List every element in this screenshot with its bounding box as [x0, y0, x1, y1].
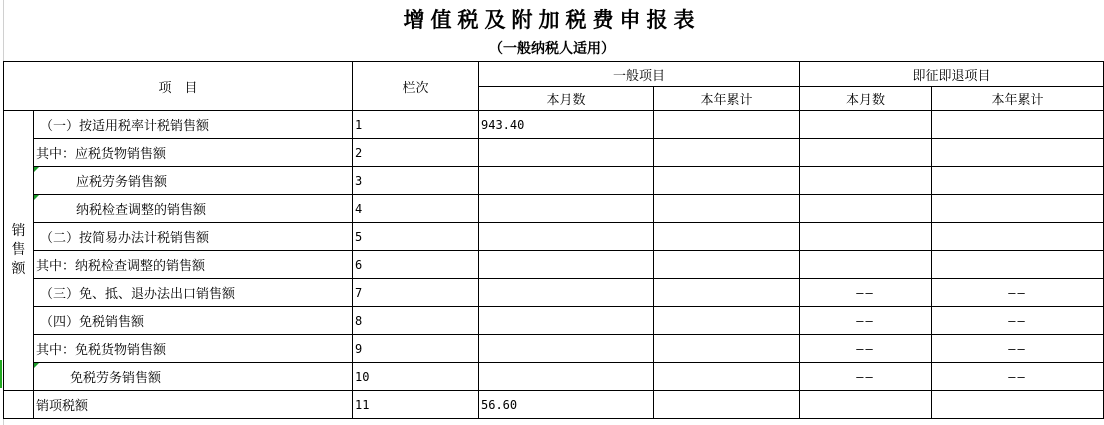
table-row	[4, 111, 1104, 139]
tax-section-spacer[interactable]	[4, 391, 34, 419]
general-month-cell[interactable]	[479, 335, 654, 363]
item-header[interactable]: 项 目	[4, 62, 353, 111]
general-month-cell[interactable]: 56.60	[479, 391, 654, 419]
refund-month-cell[interactable]	[800, 251, 932, 279]
refund-month-cell[interactable]	[800, 167, 932, 195]
row-number[interactable]: 3	[353, 167, 479, 195]
column-no-header[interactable]: 栏次	[353, 62, 479, 111]
table-row	[4, 279, 1104, 307]
row-number[interactable]: 10	[353, 363, 479, 391]
page-subtitle: （一般纳税人适用）	[489, 41, 615, 57]
refund-month-cell[interactable]	[800, 391, 932, 419]
refund-month-cell[interactable]: ——	[800, 279, 932, 307]
general-this-month-header[interactable]: 本月数	[479, 87, 654, 111]
declaration-table	[3, 61, 1104, 419]
general-month-cell[interactable]	[479, 195, 654, 223]
general-ytd-cell[interactable]	[654, 195, 800, 223]
general-month-cell[interactable]	[479, 139, 654, 167]
general-ytd-cell[interactable]	[654, 111, 800, 139]
general-ytd-cell[interactable]	[654, 335, 800, 363]
general-month-cell[interactable]	[479, 307, 654, 335]
refund-ytd-cell[interactable]	[932, 167, 1104, 195]
refund-ytd-cell[interactable]: ——	[932, 307, 1104, 335]
row-number[interactable]: 6	[353, 251, 479, 279]
refund-month-cell[interactable]	[800, 195, 932, 223]
row-number[interactable]: 5	[353, 223, 479, 251]
general-month-cell[interactable]	[479, 223, 654, 251]
row-number[interactable]: 2	[353, 139, 479, 167]
general-ytd-cell[interactable]	[654, 167, 800, 195]
general-ytd-cell[interactable]	[654, 223, 800, 251]
row-label[interactable]: 纳税检查调整的销售额	[34, 195, 353, 223]
row-label[interactable]: 其中：免税货物销售额	[34, 335, 353, 363]
table-row	[4, 335, 1104, 363]
general-year-to-date-header[interactable]: 本年累计	[654, 87, 800, 111]
refund-ytd-cell[interactable]	[932, 391, 1104, 419]
refund-this-month-header[interactable]: 本月数	[800, 87, 932, 111]
row-number[interactable]: 7	[353, 279, 479, 307]
refund-ytd-cell[interactable]	[932, 251, 1104, 279]
refund-ytd-cell[interactable]: ——	[932, 279, 1104, 307]
row-label[interactable]: 其中：纳税检查调整的销售额	[34, 251, 353, 279]
row-number[interactable]: 11	[353, 391, 479, 419]
refund-ytd-cell[interactable]: ——	[932, 335, 1104, 363]
row-label[interactable]: （三）免、抵、退办法出口销售额	[34, 279, 353, 307]
general-month-cell[interactable]	[479, 279, 654, 307]
refund-month-cell[interactable]: ——	[800, 335, 932, 363]
page-title: 增值税及附加税费申报表	[403, 7, 701, 32]
row-label[interactable]: （四）免税销售额	[34, 307, 353, 335]
refund-month-cell[interactable]	[800, 111, 932, 139]
refund-month-cell[interactable]	[800, 223, 932, 251]
header-row-1	[4, 62, 1104, 87]
row-number[interactable]: 4	[353, 195, 479, 223]
table-row	[4, 307, 1104, 335]
row-label[interactable]: （二）按简易办法计税销售额	[34, 223, 353, 251]
refund-ytd-cell[interactable]	[932, 195, 1104, 223]
table-row	[4, 251, 1104, 279]
table-row	[4, 223, 1104, 251]
row-label[interactable]: 其中：应税货物销售额	[34, 139, 353, 167]
general-ytd-cell[interactable]	[654, 363, 800, 391]
refund-month-cell[interactable]	[800, 139, 932, 167]
row-number[interactable]: 8	[353, 307, 479, 335]
table-row	[4, 363, 1104, 391]
general-month-cell[interactable]	[479, 363, 654, 391]
general-ytd-cell[interactable]	[654, 139, 800, 167]
refund-month-cell[interactable]: ——	[800, 307, 932, 335]
refund-ytd-cell[interactable]	[932, 139, 1104, 167]
refund-ytd-cell[interactable]: ——	[932, 363, 1104, 391]
general-items-header[interactable]: 一般项目	[479, 62, 800, 87]
row-label[interactable]: 销项税额	[34, 391, 353, 419]
sales-label-text: 销售额	[11, 223, 26, 277]
sales-section-label[interactable]	[4, 111, 34, 391]
general-ytd-cell[interactable]	[654, 279, 800, 307]
general-month-cell[interactable]	[479, 167, 654, 195]
row-number[interactable]: 1	[353, 111, 479, 139]
row-label[interactable]: 应税劳务销售额	[34, 167, 353, 195]
table-row	[4, 167, 1104, 195]
refund-year-to-date-header[interactable]: 本年累计	[932, 87, 1104, 111]
general-ytd-cell[interactable]	[654, 391, 800, 419]
row-label[interactable]: 免税劳务销售额	[34, 363, 353, 391]
refund-ytd-cell[interactable]	[932, 223, 1104, 251]
row-number[interactable]: 9	[353, 335, 479, 363]
table-row	[4, 139, 1104, 167]
refund-month-cell[interactable]: ——	[800, 363, 932, 391]
general-month-cell[interactable]: 943.40	[479, 111, 654, 139]
general-ytd-cell[interactable]	[654, 307, 800, 335]
immediate-refund-header[interactable]: 即征即退项目	[800, 62, 1104, 87]
row-label[interactable]: （一）按适用税率计税销售额	[34, 111, 353, 139]
general-month-cell[interactable]	[479, 251, 654, 279]
general-ytd-cell[interactable]	[654, 251, 800, 279]
row-selection-marker	[0, 360, 2, 388]
refund-ytd-cell[interactable]	[932, 111, 1104, 139]
table-row	[4, 391, 1104, 419]
table-row	[4, 195, 1104, 223]
